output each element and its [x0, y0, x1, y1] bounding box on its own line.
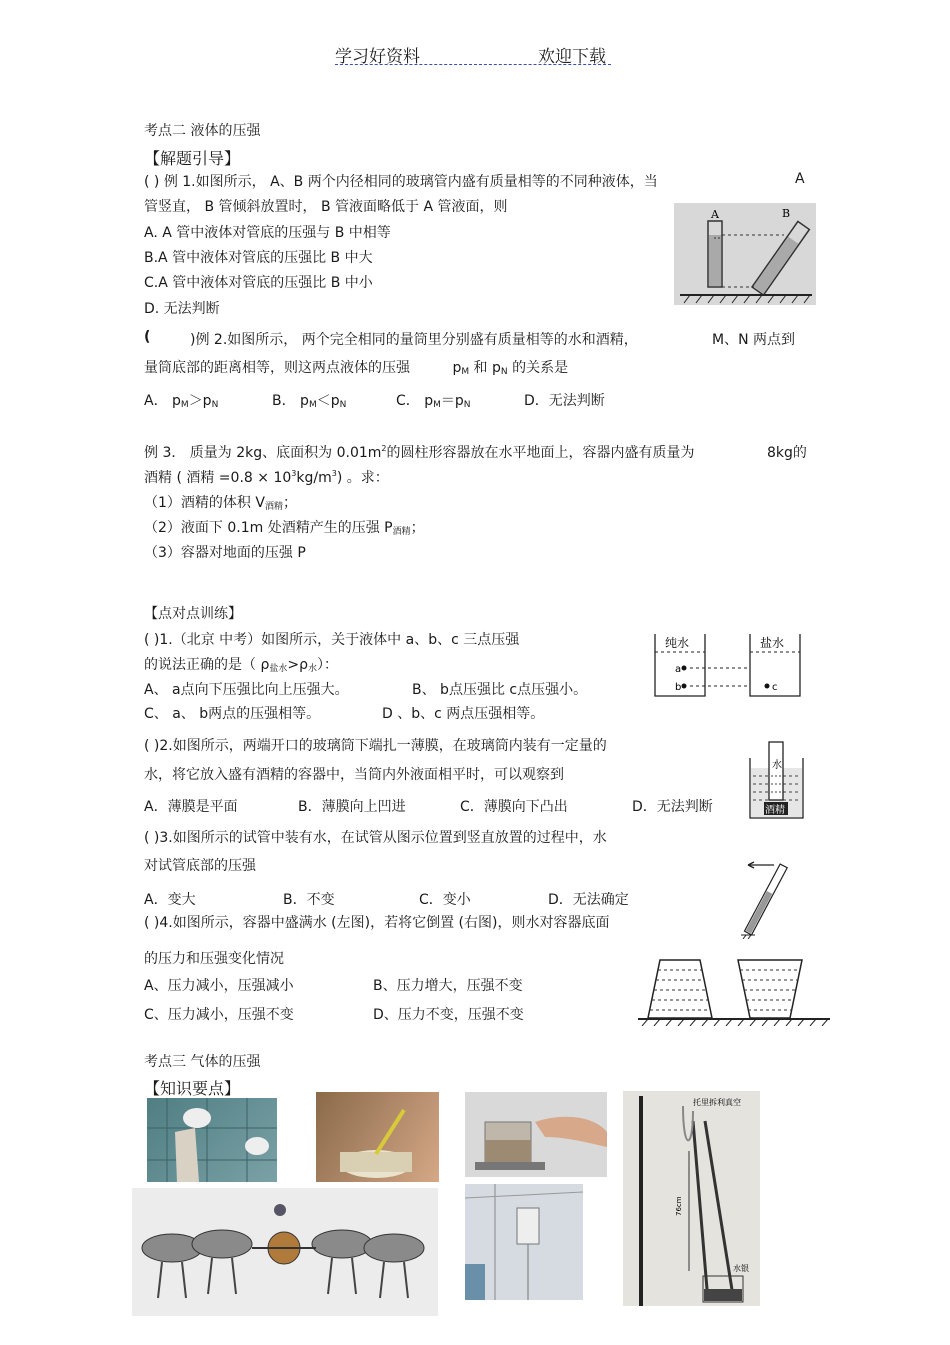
practice-q3-line1: ( )3.如图所示的试管中装有水，在试管从图示位置到竖直放置的过程中，水	[144, 830, 607, 846]
practice-q2-tube-figure	[745, 738, 809, 824]
ex1-line2: 管竖直， B 管倾斜放置时， B 管液面略低于 A 管液面，则	[144, 199, 508, 215]
label-76cm: 76cm	[675, 1196, 683, 1216]
header-divider	[335, 64, 611, 65]
practice-q3-option-b: B．不变	[283, 892, 335, 908]
guide-heading: 【解题引导】	[144, 149, 241, 168]
label-torricelli-vacuum: 托里拆利真空	[693, 1098, 741, 1107]
practice-q3-option-d: D．无法确定	[548, 892, 629, 908]
header-left: 学习好资料	[335, 47, 420, 67]
practice-q2-line1: ( )2.如图所示，两端开口的玻璃筒下端扎一薄膜，在玻璃筒内装有一定量的	[144, 738, 607, 754]
practice-q4-option-b: B、压力增大，压强不变	[373, 978, 523, 994]
practice-q2-option-c: C．薄膜向下凸出	[460, 799, 568, 815]
label-alcohol: 酒精	[765, 805, 785, 816]
ex1-line1: ( ) 例 1.如图所示， A、B 两个内径相同的玻璃管内盛有质量相等的不同种液体，当	[144, 174, 658, 190]
practice-q1-option-d: D 、b、c 两点压强相等。	[382, 706, 545, 722]
iv-drip-photo	[465, 1184, 583, 1300]
ex2-line2: 量筒底部的距离相等，则这两点液体的压强 $p_M$ 和 $p_N$ 的关系是	[144, 360, 569, 377]
ex2-paren: (	[144, 329, 151, 345]
practice-q2-line2: 水，将它放入盛有酒精的容器中，当筒内外液面相平时，可以观察到	[144, 767, 564, 783]
practice-q4-option-a: A、压力减小，压强减小	[144, 978, 294, 994]
ex3-line1-end: 8kg的	[767, 445, 807, 461]
practice-q3-test-tube-figure	[738, 853, 800, 939]
practice-q1-option-a: A、 a点向下压强比向上压强大。	[144, 682, 349, 698]
torricelli-experiment-photo	[623, 1091, 760, 1306]
label-mercury: 水银	[733, 1264, 749, 1273]
practice-q4-option-d: D、压力不变，压强不变	[373, 1007, 524, 1023]
ex3-line2: 酒精 ( 酒精 $=0.8 \times 10^3kg/m^3$) 。求：	[144, 469, 389, 486]
practice-q3-line2: 对试管底部的压强	[144, 858, 256, 874]
ex3-q3: （3）容器对地面的压强 P	[144, 545, 306, 561]
ex2-option-d: D．无法判断	[524, 393, 605, 409]
practice-q2-option-d: D．无法判断	[632, 799, 713, 815]
label-b: b	[675, 682, 682, 693]
practice-q1-line1: ( )1.（北京 中考）如图所示，关于液体中 a、b、c 三点压强	[144, 632, 520, 648]
section3-title: 考点三 气体的压强	[144, 1054, 261, 1070]
label-c: c	[772, 682, 778, 693]
practice-q4-containers-figure	[636, 950, 832, 1026]
practice-q1-option-b: B、 b点压强比 c点压强小。	[412, 682, 588, 698]
practice-q4-line2: 的压力和压强变化情况	[144, 951, 284, 967]
ex1-option-c: C.A 管中液体对管底的压强比 B 中小	[144, 275, 373, 291]
ex1-tubes-figure	[674, 203, 816, 305]
ex2-option-a: A． $p_M>p_N$	[144, 393, 219, 410]
practice-q1-option-c: C、 a、 b两点的压强相等。	[144, 706, 321, 722]
ex1-option-d: D. 无法判断	[144, 301, 220, 317]
ex2-line1: )例 2.如图所示， 两个完全相同的量筒里分别盛有质量相等的水和酒精，	[190, 332, 638, 348]
ex1-option-b: B.A 管中液体对管底的压强比 B 中大	[144, 250, 373, 266]
label-pure-water: 纯水	[665, 636, 690, 650]
suction-cup-hooks-photo	[147, 1098, 277, 1182]
header-right: 欢迎下载	[538, 47, 606, 67]
practice-q4-option-c: C、压力减小，压强不变	[144, 1007, 294, 1023]
label-a: a	[675, 664, 682, 675]
practice-q3-option-a: A．变大	[144, 892, 196, 908]
ex1-label-b: B	[782, 207, 791, 220]
practice-q2-option-b: B．薄膜向上凹进	[298, 799, 406, 815]
ex2-line1-end: M、N 两点到	[712, 332, 796, 348]
ex1-option-a: A. A 管中液体对管底的压强与 B 中相等	[144, 225, 391, 241]
ex1-line1-end: A	[795, 171, 805, 187]
ex3-q1: （1）酒精的体积 $V_{酒精}$；	[144, 495, 297, 512]
magdeburg-hemispheres-photo	[132, 1188, 438, 1316]
practice-q3-option-c: C．变小	[419, 892, 471, 908]
label-salt-water: 盐水	[760, 636, 785, 650]
practice-q2-option-a: A．薄膜是平面	[144, 799, 238, 815]
knowledge-heading: 【知识要点】	[144, 1079, 241, 1098]
practice-title: 【点对点训练】	[144, 606, 242, 622]
label-water: 水	[772, 760, 782, 771]
inverted-cup-photo	[465, 1092, 607, 1177]
ex3-line1: 例 3． 质量为 2kg、底面积为 $0.01m^2$的圆柱形容器放在水平地面上，容器内盛有质量为	[144, 444, 695, 461]
ex2-option-c: C． $p_M=p_N$	[396, 393, 471, 410]
section-title: 考点二 液体的压强	[144, 123, 261, 139]
ex2-option-b: B． $p_M<p_N$	[272, 393, 347, 410]
ex3-q2: （2）液面下 0.1m 处酒精产生的压强 $P_{酒精}$；	[144, 520, 425, 537]
practice-q4-line1: ( )4.如图所示，容器中盛满水 (左图)，若将它倒置 (右图)，则水对容器底面	[144, 915, 610, 931]
ex1-label-a: A	[711, 208, 719, 221]
practice-q1-line2: 的说法正确的是（ $\rho_{盐水}>\rho_水$）：	[144, 657, 338, 674]
drinking-straw-photo	[316, 1092, 439, 1182]
practice-q1-beakers-figure	[650, 630, 810, 702]
